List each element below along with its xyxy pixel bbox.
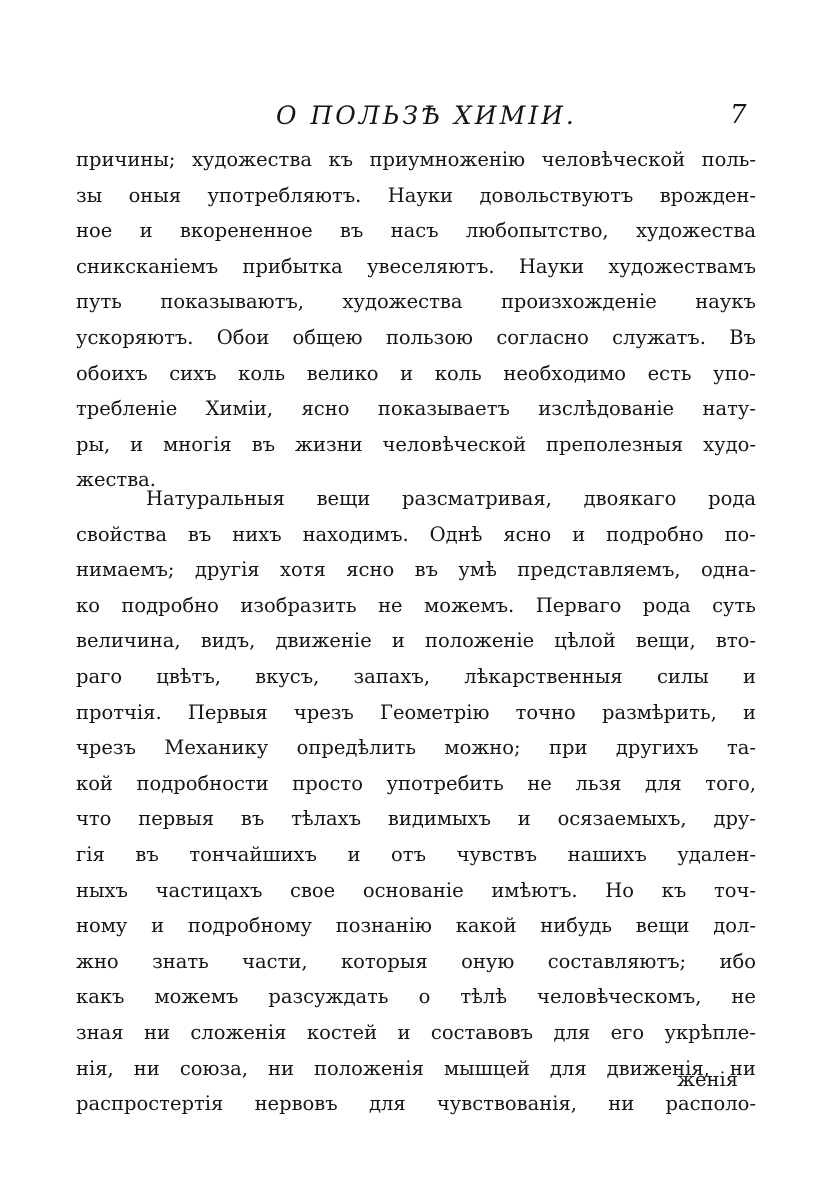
word: въ: [135, 842, 159, 866]
word: упо-: [713, 361, 756, 385]
word: художества: [191, 148, 312, 171]
word: человѣческомъ,: [537, 985, 702, 1009]
word: къ: [328, 148, 354, 171]
word: ни: [143, 1020, 170, 1044]
word: произхожденiе: [500, 290, 657, 314]
word: положенiя: [314, 1056, 424, 1080]
word: о: [418, 985, 431, 1009]
word: ясно: [346, 558, 395, 582]
word: имѣютъ.: [491, 878, 578, 902]
word: вещи: [635, 914, 690, 938]
word: ускоряютъ.: [76, 325, 194, 349]
word: показываютъ,: [160, 290, 305, 314]
word: Геометрiю: [380, 700, 490, 724]
text-line: [76, 142, 756, 178]
word: Въ: [729, 325, 756, 349]
word: точ-: [713, 878, 756, 902]
text-line: [76, 801, 756, 837]
word: вкусъ,: [255, 664, 320, 688]
word: можно;: [444, 736, 521, 760]
word: разсматривая,: [401, 487, 552, 510]
word: и: [151, 914, 165, 938]
word: Науки: [518, 254, 585, 278]
word: величина,: [76, 629, 181, 653]
word: того,: [705, 771, 756, 795]
word: общею: [292, 325, 363, 349]
word: дру-: [713, 807, 756, 831]
word: не: [378, 593, 403, 617]
word: его: [610, 1020, 645, 1044]
word: по-: [724, 522, 756, 546]
word: путь: [76, 290, 122, 314]
word: положенiе: [425, 629, 535, 653]
running-title: О ПОЛЬЗѢ ХИМIИ.: [276, 101, 577, 130]
text-line: [76, 979, 756, 1015]
word: что: [76, 807, 112, 831]
word: зы: [76, 183, 103, 207]
word: сложенiя: [190, 1020, 287, 1044]
word: запахъ,: [353, 664, 431, 688]
word: ныхъ: [76, 878, 128, 902]
word: жизни: [295, 432, 363, 456]
word: Науки: [387, 183, 454, 207]
word: цѣлой: [554, 629, 616, 653]
word: ясно: [503, 522, 552, 546]
word: и: [572, 522, 586, 546]
word: свойства: [76, 522, 167, 546]
word: какъ: [76, 985, 125, 1009]
text-line: [76, 659, 756, 695]
word: рода: [642, 593, 691, 617]
paragraph-1: [76, 142, 756, 498]
word: ни: [133, 1056, 160, 1080]
word: жно: [76, 949, 119, 973]
text-line: [76, 213, 756, 249]
word: художества: [635, 219, 756, 243]
word: зная: [76, 1020, 124, 1044]
word: Перваго: [535, 593, 622, 617]
word: вещи,: [635, 629, 696, 653]
word: частицахъ: [155, 878, 263, 902]
paragraph-2: [76, 481, 756, 1122]
word: прибытка: [242, 254, 343, 278]
word: въ: [339, 219, 364, 243]
word: Но: [605, 878, 635, 902]
word: чрезъ: [76, 736, 136, 760]
word: сихъ: [169, 361, 217, 385]
text-line: [76, 695, 756, 731]
word: не: [527, 771, 552, 795]
word: укрѣпле-: [664, 1020, 756, 1044]
word: подробному: [187, 914, 312, 938]
word: движенiе: [275, 629, 372, 653]
word: какой: [455, 914, 517, 938]
word: можемъ: [154, 985, 239, 1009]
word: нiя,: [76, 1056, 114, 1080]
word: льзя: [575, 771, 622, 795]
page-number: 7: [730, 100, 747, 130]
text-line: [76, 944, 756, 980]
word: художества: [342, 290, 463, 314]
word: отъ: [391, 842, 426, 866]
word: къ: [661, 878, 687, 902]
word: костей: [306, 1020, 378, 1044]
word: разсуждать: [268, 985, 389, 1009]
word: довольствуютъ: [479, 183, 634, 207]
text-line: [76, 517, 756, 553]
word: ры,: [76, 432, 111, 456]
word: двоякаго: [583, 487, 677, 510]
word: размѣрить,: [602, 700, 717, 724]
word: и: [139, 219, 153, 243]
word: суть: [712, 593, 756, 617]
text-line: [76, 481, 756, 517]
word: употребляютъ.: [207, 183, 362, 207]
word: раго: [76, 664, 123, 688]
word: поль-: [701, 148, 756, 171]
word: тѣлѣ: [460, 985, 508, 1009]
word: гiя: [76, 842, 105, 866]
word: ни: [608, 1092, 635, 1116]
word: показываетъ: [377, 397, 510, 421]
word: лѣкарственныя: [464, 664, 623, 688]
word: для: [368, 1092, 406, 1116]
word: въ: [251, 432, 276, 456]
word: оныя: [128, 183, 182, 207]
text-line: [76, 1015, 756, 1051]
word: и: [742, 664, 756, 688]
word: союза,: [179, 1056, 248, 1080]
word: чрезъ: [293, 700, 354, 724]
text-line: [76, 730, 756, 766]
text-line: [76, 320, 756, 356]
word: тѣлахъ: [291, 807, 362, 831]
word: человѣческой: [382, 432, 527, 456]
word: есть: [647, 361, 692, 385]
word: жества.: [76, 468, 156, 492]
word: нашихъ: [567, 842, 647, 866]
word: видимыхъ: [387, 807, 491, 831]
word: многiя: [163, 432, 232, 456]
word: мышцей: [443, 1056, 530, 1080]
word: для: [549, 1056, 587, 1080]
word: дол-: [713, 914, 756, 938]
word: подробно: [606, 522, 704, 546]
text-line: [76, 873, 756, 909]
text-line: [76, 391, 756, 427]
word: согласно: [496, 325, 589, 349]
word: коль: [434, 361, 482, 385]
word: осязаемыхъ,: [557, 807, 687, 831]
word: обоихъ: [76, 361, 148, 385]
word: ное: [76, 219, 113, 243]
word: составляютъ;: [547, 949, 687, 973]
word: пользою: [385, 325, 474, 349]
word: ко: [76, 593, 100, 617]
word: и: [347, 842, 361, 866]
word: причины;: [76, 148, 176, 171]
word: Обои: [216, 325, 270, 349]
word: человѣческой: [541, 148, 686, 171]
word: изобразить: [240, 593, 357, 617]
text-line: [76, 623, 756, 659]
word: цвѣтъ,: [156, 664, 221, 688]
word: любопытство,: [465, 219, 609, 243]
word: для: [645, 771, 682, 795]
word: и: [400, 361, 414, 385]
word: подробно: [121, 593, 219, 617]
word: художествамъ: [608, 254, 756, 278]
word: просто: [292, 771, 363, 795]
word: необходимо: [503, 361, 626, 385]
word: ибо: [719, 949, 756, 973]
text-line: [76, 356, 756, 392]
word: распростертiя: [76, 1092, 224, 1116]
word: увеселяютъ.: [367, 254, 495, 278]
word: основанiе: [362, 878, 464, 902]
word: первыя: [138, 807, 215, 831]
word: протчiя.: [76, 700, 162, 724]
word: насъ: [390, 219, 439, 243]
word: и: [517, 807, 531, 831]
word: врожден-: [659, 183, 756, 207]
word: умѣ: [458, 558, 497, 582]
word: требленiе: [76, 397, 178, 421]
word: можемъ.: [424, 593, 515, 617]
word: оную: [461, 949, 515, 973]
word: служатъ.: [612, 325, 706, 349]
word: познанiю: [335, 914, 432, 938]
word: чувствъ: [456, 842, 537, 866]
word: вкорененное: [179, 219, 313, 243]
word: при: [549, 736, 588, 760]
word: и: [742, 700, 756, 724]
word: ни: [267, 1056, 294, 1080]
word: которыя: [340, 949, 428, 973]
word: другихъ: [615, 736, 699, 760]
word: Первыя: [187, 700, 268, 724]
word: чувствованiя,: [436, 1092, 577, 1116]
text-line: [76, 178, 756, 214]
text-line: [76, 284, 756, 320]
word: преполезныя: [546, 432, 684, 456]
word: нихъ: [232, 522, 282, 546]
text-line: [76, 427, 756, 463]
word: нимаемъ;: [76, 558, 175, 582]
word: видъ,: [200, 629, 256, 653]
word: та-: [726, 736, 756, 760]
word: худо-: [703, 432, 756, 456]
text-line: [76, 1051, 756, 1087]
word: силы: [656, 664, 709, 688]
word: для: [553, 1020, 591, 1044]
word: коль: [238, 361, 286, 385]
text-line: [76, 249, 756, 285]
word: движенiя,: [606, 1056, 710, 1080]
word: другiя: [194, 558, 260, 582]
word: ясно: [301, 397, 350, 421]
word: употребить: [386, 771, 504, 795]
text-line: [76, 552, 756, 588]
word: части,: [242, 949, 308, 973]
text-line: [76, 588, 756, 624]
word: вещи: [316, 487, 371, 510]
word: Механику: [164, 736, 269, 760]
word: не: [731, 985, 756, 1009]
word: въ: [240, 807, 265, 831]
word: ному: [76, 914, 128, 938]
word: въ: [414, 558, 439, 582]
word: тончайшихъ: [189, 842, 317, 866]
word: находимъ.: [302, 522, 409, 546]
word: и: [397, 1020, 411, 1044]
word: опредѣлить: [296, 736, 416, 760]
word: Натуральныя: [146, 487, 285, 510]
word: располо-: [665, 1092, 756, 1116]
word: изслѣдованiе: [538, 397, 675, 421]
text-line: [76, 766, 756, 802]
word: ни: [729, 1056, 756, 1080]
word: въ: [187, 522, 212, 546]
word: велико: [306, 361, 379, 385]
word: хотя: [280, 558, 326, 582]
text-line: [76, 1086, 756, 1122]
word: приумноженiю: [369, 148, 526, 171]
word: свое: [290, 878, 336, 902]
catchword: женiя: [677, 1068, 739, 1091]
text-line: [76, 837, 756, 873]
word: сниксканiемъ: [76, 254, 219, 278]
text-line: [76, 908, 756, 944]
word: рода: [708, 487, 756, 510]
word: подробности: [136, 771, 269, 795]
word: точно: [515, 700, 576, 724]
word: знать: [152, 949, 209, 973]
word: одна-: [700, 558, 756, 582]
word: нервовъ: [254, 1092, 338, 1116]
word: кой: [76, 771, 113, 795]
word: нату-: [702, 397, 756, 421]
word: Однѣ: [429, 522, 483, 546]
word: составовъ: [430, 1020, 534, 1044]
word: и: [130, 432, 144, 456]
word: представляемъ,: [517, 558, 681, 582]
word: вто-: [715, 629, 756, 653]
word: и: [391, 629, 405, 653]
word: наукъ: [695, 290, 756, 314]
word: удален-: [677, 842, 756, 866]
word: нибудь: [540, 914, 613, 938]
word: Химiи,: [205, 397, 274, 421]
